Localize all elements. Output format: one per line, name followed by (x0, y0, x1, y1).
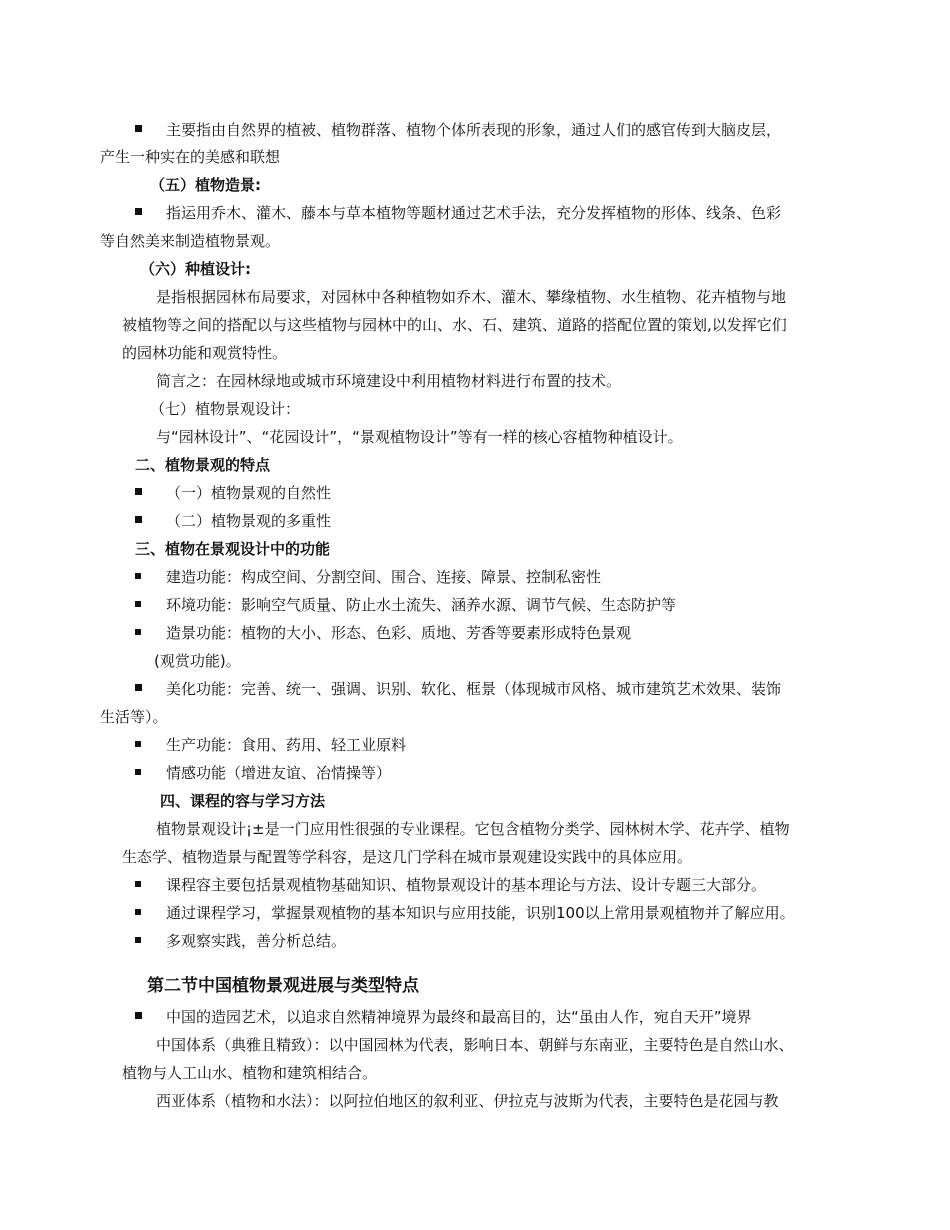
square-bullet-icon (135, 769, 141, 775)
section-heading: 二、植物景观的特点 (135, 456, 271, 474)
list-item: 建造功能：构成空间、分割空间、围合、连接、障景、控制私密性 (135, 567, 601, 587)
section-heading: 四、课程的容与学习方法 (160, 792, 326, 810)
paragraph-line: 生活等）。 (100, 708, 168, 726)
list-item: 多观察实践，善分析总结。 (135, 931, 346, 951)
square-bullet-icon (135, 1012, 142, 1019)
square-bullet-icon (135, 881, 141, 887)
square-bullet-icon (135, 208, 142, 215)
paragraph-line: 生态学、植物造景与配置等学科容，是这几门学科在城市景观建设实践中的具体应用。 (122, 848, 693, 866)
paragraph-line: 植物与人工山水、植物和建筑相结合。 (122, 1064, 378, 1082)
paragraph-line: 植物景观设计¡±是一门应用性很强的专业课程。它包含植物分类学、园林树木学、花卉学、植物 (156, 820, 790, 838)
paragraph-line: 中国体系（典雅且精致）：以中国园林为代表，影响日本、朝鲜与东南亚，主要特色是自然山水、 (156, 1036, 794, 1054)
paragraph-line: 指运用乔木、灌木、藤本与草本植物等题材通过艺术手法，充分发挥植物的形体、线条、色彩 (135, 203, 781, 223)
list-item: （一）植物景观的自然性 (135, 483, 331, 503)
list-item: （二）植物景观的多重性 (135, 511, 331, 531)
section-heading: 三、植物在景观设计中的功能 (135, 540, 331, 558)
list-item: 通过课程学习，掌握景观植物的基本知识与应用技能，识别100以上常用景观植物并了解应用。 (135, 903, 795, 923)
square-bullet-icon (135, 125, 142, 132)
square-bullet-icon (135, 601, 141, 607)
square-bullet-icon (135, 937, 141, 943)
paragraph-line: （七）植物景观设计： (150, 400, 301, 418)
paragraph-line: 主要指由自然界的植被、植物群落、植物个体所表现的形象，通过人们的感官传到大脑皮层， (135, 120, 781, 140)
paragraph-line: 与“园林设计”、“花园设计”，“景观植物设计”等有一样的核心容植物种植设计。 (156, 428, 683, 446)
paragraph-line: 简言之：在园林绿地或城市环境建设中利用植物材料进行布置的技术。 (156, 372, 622, 390)
list-item: 生产功能：食用、药用、轻工业原料 (135, 735, 406, 755)
square-bullet-icon (135, 573, 141, 579)
square-bullet-icon (135, 909, 141, 915)
paragraph-line: (观赏功能)。 (154, 652, 241, 670)
paragraph-line: 等自然美来制造植物景观。 (100, 232, 281, 250)
square-bullet-icon (135, 629, 141, 635)
paragraph-line: 产生一种实在的美感和联想 (100, 148, 281, 166)
square-bullet-icon (135, 684, 142, 691)
list-item: 情感功能（增进友谊、冶情操等） (135, 763, 391, 783)
list-item: 环境功能：影响空气质量、防止水土流失、涵养水源、调节气候、生态防护等 (135, 595, 676, 615)
paragraph-line: 是指根据园林布局要求，对园林中各种植物如乔木、灌木、攀缘植物、水生植物、花卉植物与地 (156, 288, 787, 306)
paragraph-line: 西亚体系（植物和水法）：以阿拉伯地区的叙利亚、伊拉克与波斯为代表，主要特色是花园与教 (156, 1092, 779, 1110)
chapter-heading: 第二节中国植物景观进展与类型特点 (147, 976, 419, 996)
paragraph-line: 的园林功能和观赏特性。 (122, 344, 288, 362)
list-item: 美化功能：完善、统一、强调、识别、软化、框景（体现城市风格、城市建筑艺术效果、装饰 (135, 679, 781, 699)
square-bullet-icon (135, 488, 142, 495)
section-heading: （六）种植设计: (140, 260, 251, 278)
list-item: 中国的造园艺术，以追求自然精神境界为最终和最高目的，达“虽由人作，宛自天开”境界 (135, 1007, 752, 1027)
square-bullet-icon (135, 741, 141, 747)
paragraph-line: 被植物等之间的搭配以与这些植物与园林中的山、水、石、建筑、道路的搭配位置的策划,以发挥它们 (122, 316, 787, 334)
section-heading: （五）植物造景: (150, 176, 261, 194)
square-bullet-icon (135, 516, 142, 523)
list-item: 造景功能：植物的大小、形态、色彩、质地、芳香等要素形成特色景观 (135, 623, 631, 643)
list-item: 课程容主要包括景观植物基础知识、植物景观设计的基本理论与方法、设计专题三大部分。 (135, 875, 766, 895)
